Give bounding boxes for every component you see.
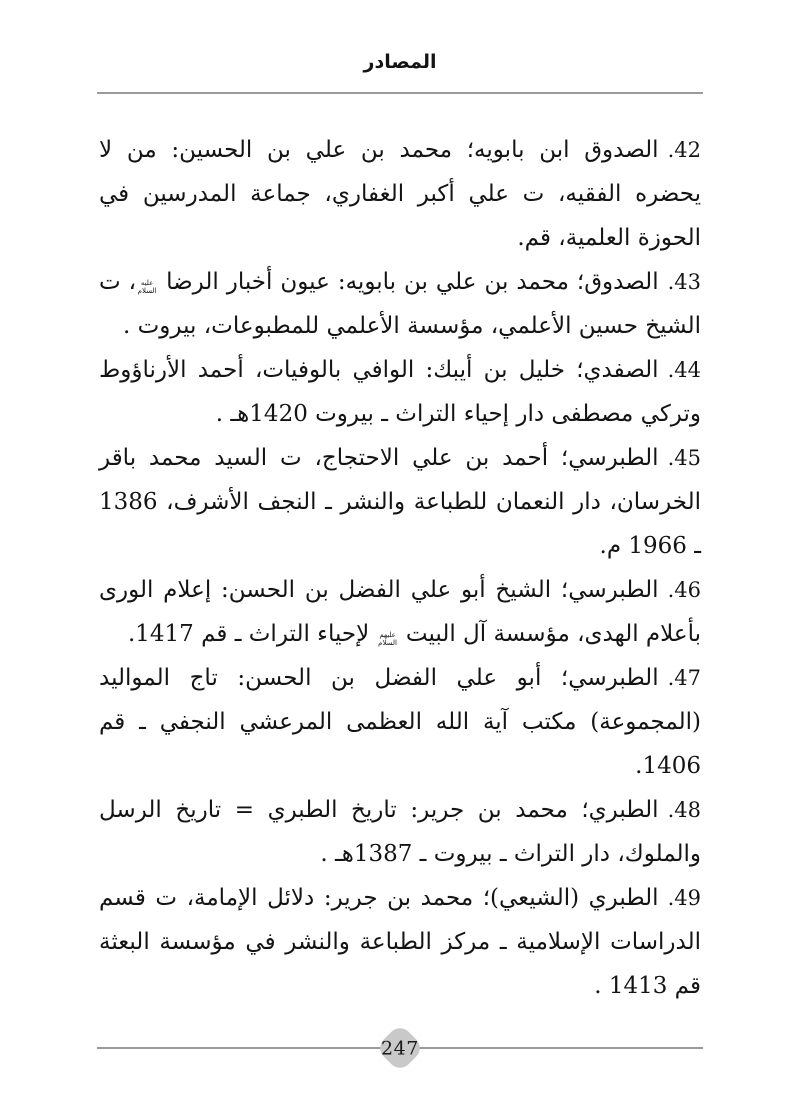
page-number: 247	[381, 1036, 419, 1059]
entry-number: 43.	[667, 270, 702, 294]
entry-number: 44.	[667, 358, 701, 382]
page-title: المصادر	[363, 51, 437, 73]
entry-text: الصدوق؛ محمد بن علي بن بابويه: عيون أخبار الرضا عليه السلام، ت الشيخ حسين الأعلمي، مؤسسة الأعلمي للمطبوعات، بيروت .	[99, 269, 701, 339]
source-entry	[99, 348, 701, 436]
honorific-mark: عليه السلام	[137, 278, 157, 295]
entry-text: الصفدي؛ خليل بن أيبك: الوافي بالوفيات، أحمد الأرناؤوط وتركي مصطفى دار إحياء التراث ـ بيروت 1420هـ .	[99, 357, 701, 427]
header-rule	[97, 92, 703, 94]
page-footer	[0, 1022, 800, 1074]
entry-text: الطبرسي؛ أحمد بن علي الاحتجاج، ت السيد محمد باقر الخرسان، دار النعمان للطباعة والنشر ـ النجف الأشرف، 1386 ـ 1966 م.	[99, 445, 701, 559]
source-entry	[99, 128, 701, 260]
sources-list	[0, 128, 800, 1008]
page-header	[0, 0, 800, 94]
entry-text: الصدوق ابن بابويه؛ محمد بن علي بن الحسين: من لا يحضره الفقيه، ت علي أكبر الغفاري، جماعة المدرسين في الحوزة العلمية، قم.	[99, 137, 701, 251]
entry-number: 49.	[667, 886, 701, 910]
entry-text: الطبرسي؛ الشيخ أبو علي الفضل بن الحسن: إعلام الورى بأعلام الهدى، مؤسسة آل البيت عليهم السلام لإحياء التراث ـ قم 1417.	[99, 577, 701, 647]
source-entry	[99, 260, 701, 348]
entry-text: الطبري (الشيعي)؛ محمد بن جرير: دلائل الإمامة، ت قسم الدراسات الإسلامية ـ مركز الطباعة والنشر في مؤسسة البعثة قم 1413 .	[99, 885, 701, 999]
source-entry	[99, 876, 701, 1008]
source-entry	[99, 788, 701, 876]
entry-text: الطبرسي؛ أبو علي الفضل بن الحسن: تاج المواليد (المجموعة) مكتب آية الله العظمى المرعشي النجفي ـ قم 1406.	[99, 665, 701, 779]
honorific-mark: عليهم السلام	[378, 630, 397, 647]
entry-number: 47.	[667, 666, 701, 690]
entry-number: 48.	[667, 798, 701, 822]
source-entry	[99, 568, 701, 656]
entry-number: 45.	[667, 446, 701, 470]
entry-number: 46.	[667, 578, 701, 602]
entry-text: الطبري؛ محمد بن جرير: تاريخ الطبري = تاريخ الرسل والملوك، دار التراث ـ بيروت ـ 1387هـ .	[99, 797, 701, 867]
source-entry	[99, 436, 701, 568]
page-number-badge	[375, 1023, 424, 1072]
entry-number: 42.	[667, 138, 701, 162]
source-entry	[99, 656, 701, 788]
